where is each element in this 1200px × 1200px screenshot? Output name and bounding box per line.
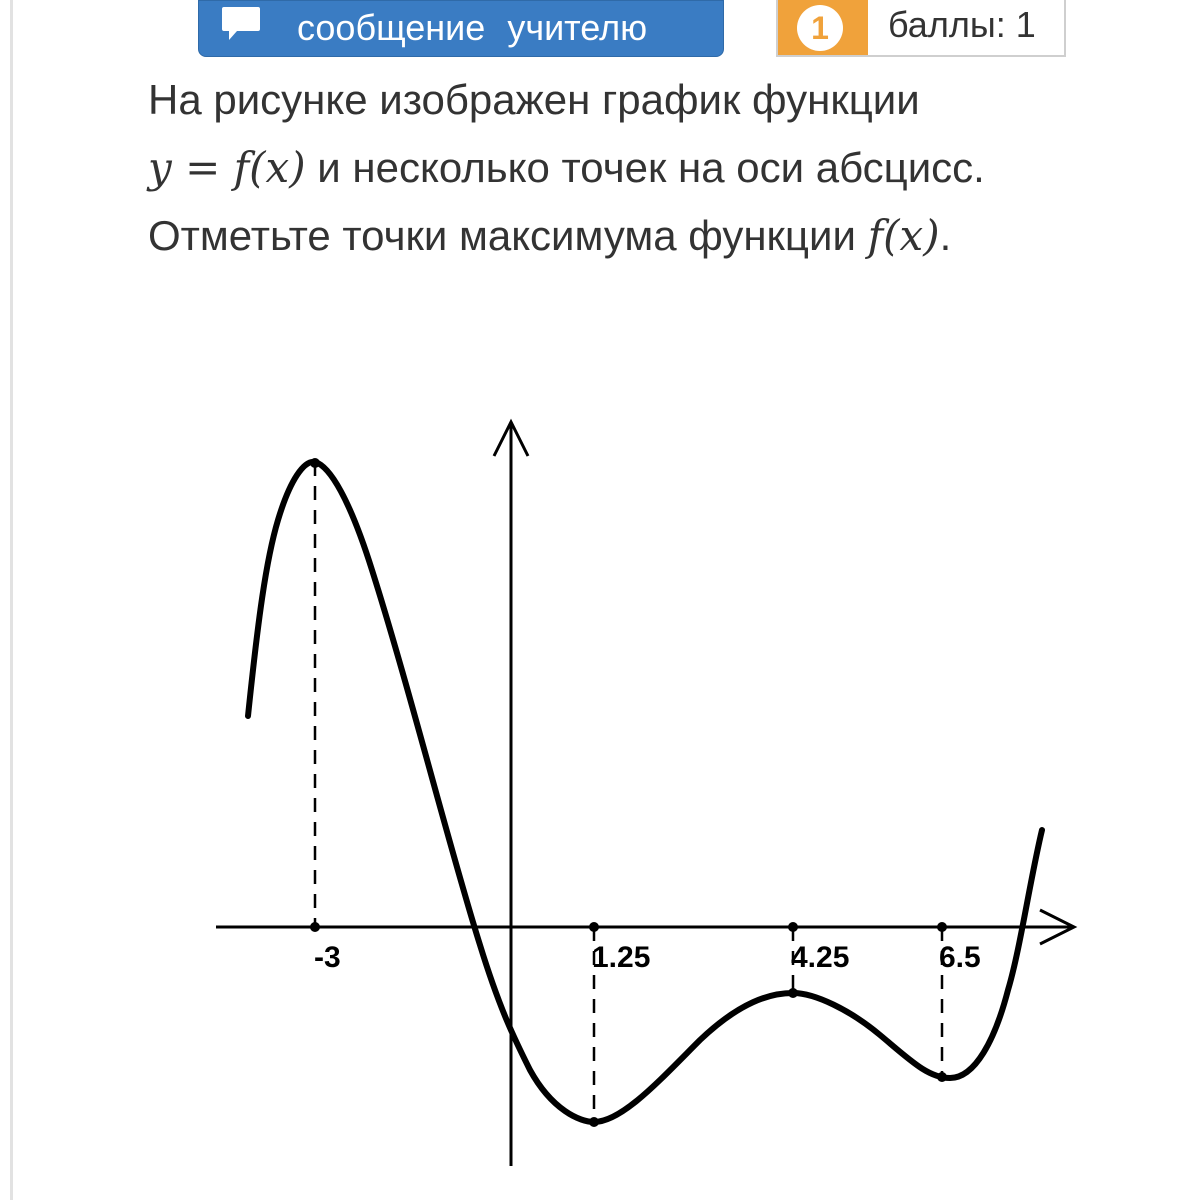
axes	[216, 422, 1074, 1166]
marked-points	[310, 458, 947, 1127]
tick-label-4-25: 4.25	[791, 941, 850, 974]
point-max-minus-3	[310, 458, 320, 468]
point-min-1-25	[589, 1117, 599, 1127]
dashed-guides	[315, 462, 942, 1122]
math-function-f: f(x)	[867, 211, 940, 260]
question-line-1: На рисунке изображен график функции	[148, 76, 920, 123]
score-label: баллы: 1	[888, 4, 1036, 45]
math-function-y: y = f(x)	[148, 143, 306, 192]
axis-point-1-25	[589, 922, 599, 932]
question-number: 1	[797, 5, 843, 51]
point-max-4-25	[788, 988, 798, 998]
function-curve	[248, 462, 1042, 1122]
axis-point-minus-3	[310, 922, 320, 932]
question-line-3-text: Отметьте точки максимума функции	[148, 212, 856, 259]
axis-point-4-25	[788, 922, 798, 932]
message-teacher-label: сообщение учителю	[297, 7, 648, 48]
question-line-3-end: .	[939, 212, 952, 259]
tick-label-minus-3: -3	[314, 941, 341, 974]
axis-point-6-5	[937, 922, 947, 932]
tick-label-1-25: 1.25	[592, 941, 651, 974]
tick-labels	[314, 941, 981, 974]
question-line-2-text: и несколько точек на оси абсцисс.	[317, 144, 985, 191]
tick-label-6-5: 6.5	[939, 941, 981, 974]
point-min-6-5	[937, 1072, 947, 1082]
